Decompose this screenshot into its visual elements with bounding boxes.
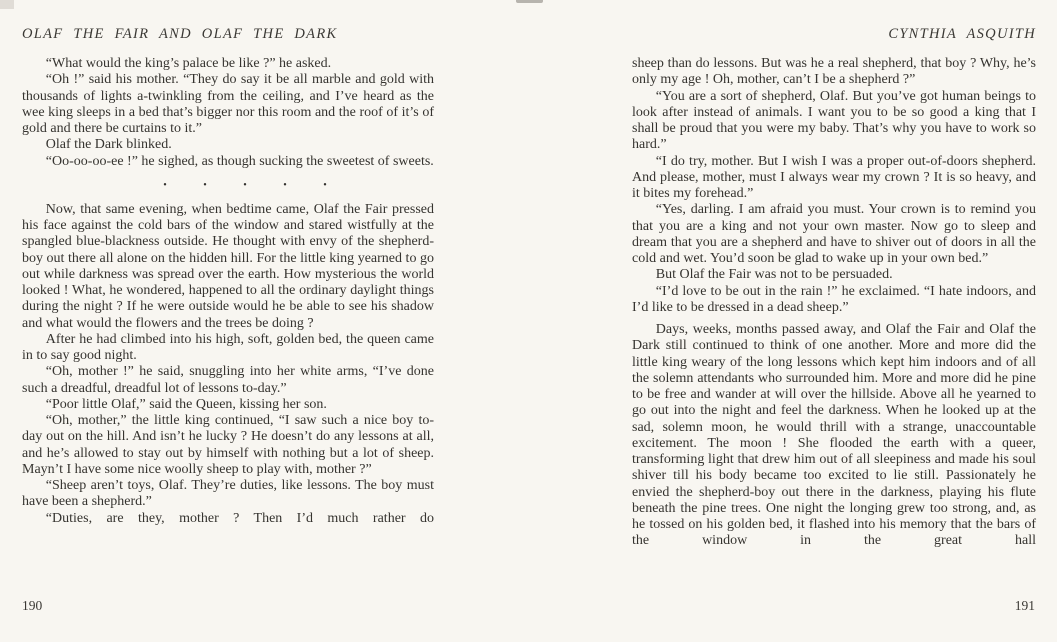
paragraph: “You are a sort of shepherd, Olaf. But you’ve got human beings to look after instead of animals. I want you to be so good a king that I shall be proud that you were my baby. That’s why you have to work so hard.” — [632, 88, 1036, 153]
paragraph: Olaf the Dark blinked. — [45, 137, 172, 153]
running-header-right: CYNTHIA ASQUITH — [888, 26, 1036, 42]
scan-mark — [516, 0, 543, 3]
paragraph: “Oh, mother !” he said, snuggling into her white arms, “I’ve done such a dreadful, dreadful lot of lessons to-day.” — [22, 364, 434, 396]
paragraph: “Oh !” said his mother. “They do say it be all marble and gold with thousands of lights a-twinkling from the ceiling, and I’ve heard as the wee king sleeps in a bed that’s bigger nor this room and the roof of it’s of gold and there be curtains to it.” — [22, 72, 434, 136]
page-left-body — [22, 56, 434, 527]
running-header-left: OLAF THE FAIR AND OLAF THE DARK — [22, 26, 338, 42]
paragraph: “What would the king’s palace be like ?” he asked. — [45, 56, 332, 71]
paragraph: “Poor little Olaf,” said the Queen, kissing her son. — [45, 396, 327, 412]
paragraph: “I do try, mother. But I wish I was a proper out-of-doors shepherd. And please, mother, must I always wear my crown ? It is so heavy, and it bites my forehead.” — [632, 153, 1036, 201]
paragraph: “Sheep aren’t toys, Olaf. They’re duties, like lessons. The boy must have been a shepherd.” — [22, 478, 434, 510]
paragraph: Days, weeks, months passed away, and Olaf the Fair and Olaf the Dark still continued to think of one another. More and more did the little king weary of the long lessons which kept him indoors and of all the solemn attendants who surrounded him. More and more did he pine to be free and wander at will over the hillside. Above all he yearned to go out into the night and feel the darkness. When he looked up at the sad, solemn moon, he would thrill with a strange, unaccountable excitement. The moon ! She flooded the earth with a queer, transforming light that drew him out of all sleepiness and made his soul shiver till his body became too excited to lie still. Passionately he envied the shepherd-boy out there in the darkness, playing his flute beneath the pine trees. One night the longing grew too strong, and, as he tossed on his golden bed, it flashed into his memory that the bars of the window in the great hall — [632, 322, 1036, 549]
page-number-right: 191 — [1014, 598, 1035, 613]
section-break-dots: • • • • • — [163, 179, 327, 191]
paragraph: After he had climbed into his high, soft, golden bed, the queen came in to say good night. — [22, 331, 434, 363]
scan-smudge — [0, 0, 14, 9]
paragraph: “Oh, mother,” the little king continued, “I saw such a nice boy to-day out on the hill. And isn’t he lucky ? He doesn’t do any lessons at all, and he’s allowed to stay out by himself with nothing but a lot of sheep. Mayn’t I have some nice woolly sheep to play with, mother ?” — [22, 413, 434, 477]
page-number-left: 190 — [22, 598, 43, 613]
paragraph: “Oo-oo-oo-ee !” he sighed, as though sucking the sweetest of sweets. — [45, 153, 434, 169]
page-right-body — [632, 56, 1036, 550]
paragraph: Now, that same evening, when bedtime came, Olaf the Fair pressed his face against the cold bars of the window and stared wistfully at the spangled blue-blackness outside. He thought with envy of the shepherd-boy out there all alone on the hidden hill. For the little king yearned to go out while darkness was spread over the earth. How mysterious the world looked ! What, he wondered, happened to all the ordinary daylight things during the night ? If he were outside would he be able to see his shadow and what would the flowers and the trees be doing ? — [22, 201, 434, 331]
paragraph: “Yes, darling. I am afraid you must. Your crown is to remind you that you are a king and not your own master. Now go to sleep and dream that you are a shepherd and have to shiver out of doors in all the cold and wet. You’d soon be glad to wake up in your own bed.” — [632, 202, 1036, 266]
paragraph: “Duties, are they, mother ? Then I’d much rather do — [45, 510, 434, 526]
paragraph: “I’d love to be out in the rain !” he exclaimed. “I hate indoors, and I’d like to be dressed in a dead sheep.” — [632, 283, 1036, 315]
page-right — [632, 26, 1036, 550]
page-left — [22, 26, 434, 527]
paragraph: sheep than do lessons. But was he a real shepherd, that boy ? Why, he’s only my age ! Oh, mother, can’t I be a shepherd ?” — [632, 56, 1036, 88]
paragraph: But Olaf the Fair was not to be persuaded. — [655, 267, 893, 283]
